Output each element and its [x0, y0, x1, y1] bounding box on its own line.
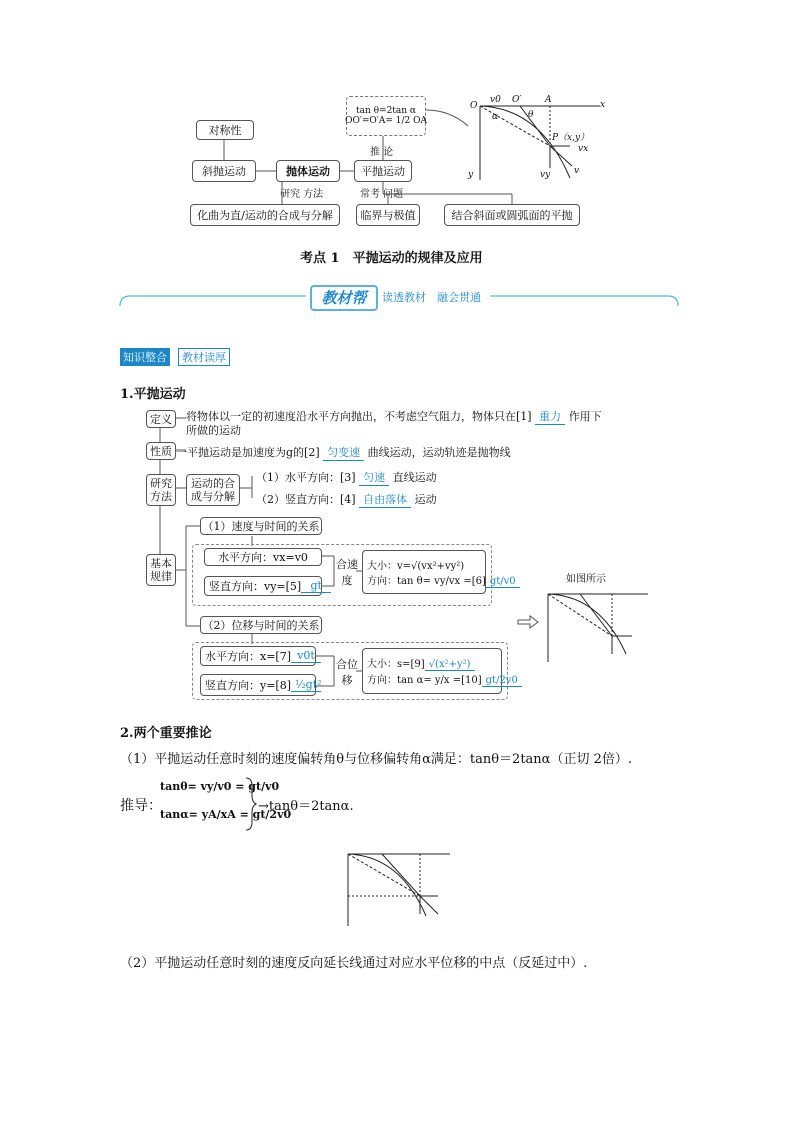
derive-result: →tanθ＝2tanα. — [258, 799, 354, 814]
nature-label: 性质 — [146, 442, 176, 460]
derive-label: 推导： — [120, 798, 162, 814]
definition-text2: 作用下 — [568, 410, 602, 423]
critical-box: 临界与极值 — [356, 204, 420, 226]
tr-O: O — [470, 101, 478, 111]
inference-2: （2）平抛运动任意时刻的速度反向延长线通过对应水平位移的中点（反延过中）. — [120, 956, 588, 971]
tr-theta: θ — [528, 110, 534, 120]
dir-d: 方向：tan α= y/x =[10] — [367, 675, 482, 686]
decompose-box: 运动的合成与分解 — [186, 474, 240, 506]
derive-2: tanα= yA/xA = gt/2v0 — [160, 808, 292, 821]
inference-label: 推 论 — [370, 147, 394, 158]
tr-x: x — [600, 100, 606, 110]
nature-text1: 一平抛运动是加速度为g的[2] — [176, 446, 320, 459]
tr-vy: vy — [540, 170, 551, 180]
tr-A: A — [545, 95, 552, 105]
vel-v-text: 竖直方向：vy=[5] — [209, 580, 302, 593]
h-dir-text: （1）水平方向：[3] — [256, 471, 356, 484]
horizontal-box: 平抛运动 — [354, 160, 412, 182]
answer-8: ½gt² — [291, 678, 321, 692]
size-v: 大小：v=√(vx²+vy²) — [367, 560, 465, 572]
size-d: 大小：s=[9] — [367, 659, 425, 670]
dir-v: 方向：tan θ= vy/vx =[6] — [367, 575, 486, 587]
banner-label: 教材帮 — [310, 285, 378, 311]
as-shown-label: 如图所示 — [566, 574, 606, 585]
tr-P: P（x,y） — [552, 133, 590, 143]
banner-sub: 读透教材 融会贯通 — [382, 291, 481, 304]
answer-4: 自由落体 — [359, 491, 411, 508]
vel-h-box: 水平方向：vx=v0 — [204, 548, 322, 566]
tr-vx: vx — [578, 144, 589, 154]
v-dir-tail: 运动 — [414, 493, 437, 506]
answer-9: √(x²+y²) — [425, 659, 475, 671]
projectile-box: 抛体运动 — [276, 160, 340, 182]
answer-3: 匀速 — [359, 469, 389, 486]
law-label: 基本规律 — [146, 554, 176, 586]
answer-6: gt/v0 — [486, 576, 520, 588]
disp-v-text: 竖直方向：y=[8] — [205, 679, 292, 692]
definition-text3: 所做的运动 — [186, 424, 241, 437]
tag-right: 教材读厚 — [178, 348, 230, 366]
combine-v-label: 合速度 — [336, 558, 358, 587]
bottom-trajectory-diagram — [340, 840, 460, 930]
answer-10: gt/2v0 — [482, 675, 522, 687]
vel-rel-box: （1）速度与时间的关系 — [200, 517, 322, 535]
derive-1: tanθ= vy/v0 = gt/v0 — [160, 780, 280, 793]
oblique-box: 斜抛运动 — [192, 160, 256, 182]
formula-2: OO′=O′A= 1/2 OA — [345, 116, 427, 126]
answer-5: gt — [301, 579, 331, 593]
formula-1: tan θ=2tan α — [355, 106, 417, 116]
common-test-label: 常考 问题 — [360, 189, 404, 200]
combine-box: 结合斜面或圆弧面的平抛 — [444, 204, 580, 226]
research-method-label: 研究 方法 — [280, 189, 324, 200]
tr-alpha: α — [492, 112, 499, 122]
nature-text2: 曲线运动，运动轨迹是抛物线 — [367, 446, 511, 459]
tr-v0: v0 — [490, 95, 501, 105]
v-dir-text: （2）竖直方向：[4] — [256, 493, 356, 506]
method-box: 化曲为直/运动的合成与分解 — [190, 204, 340, 226]
section1-title: 1.平抛运动 — [120, 387, 186, 402]
tr-Oprime: O′ — [512, 95, 522, 105]
answer-1: 重力 — [535, 408, 565, 425]
h-dir-tail: 直线运动 — [392, 471, 437, 484]
answer-2: 匀变速 — [323, 444, 364, 461]
disp-rel-box: （2）位移与时间的关系 — [200, 616, 322, 634]
kaodian-title: 考点 1 平抛运动的规律及应用 — [300, 251, 483, 266]
answer-7: v0t — [291, 649, 321, 663]
tr-v: v — [574, 166, 580, 176]
combine-d-label: 合位移 — [336, 658, 358, 687]
inference-1: （1）平抛运动任意时刻的速度偏转角θ与位移偏转角α满足：tanθ＝2tanα（正切 2倍）. — [120, 752, 632, 767]
definition-text1: 将物体以一定的初速度沿水平方向抛出，不考虑空气阻力，物体只在[1] — [186, 410, 532, 423]
disp-h-text: 水平方向：x=[7] — [205, 650, 292, 663]
symmetry-box: 对称性 — [196, 120, 254, 140]
tag-left: 知识整合 — [120, 348, 170, 366]
tr-y: y — [468, 170, 474, 180]
definition-label: 定义 — [146, 410, 176, 428]
method-label: 研究方法 — [146, 474, 176, 506]
section2-title: 2.两个重要推论 — [120, 726, 212, 741]
